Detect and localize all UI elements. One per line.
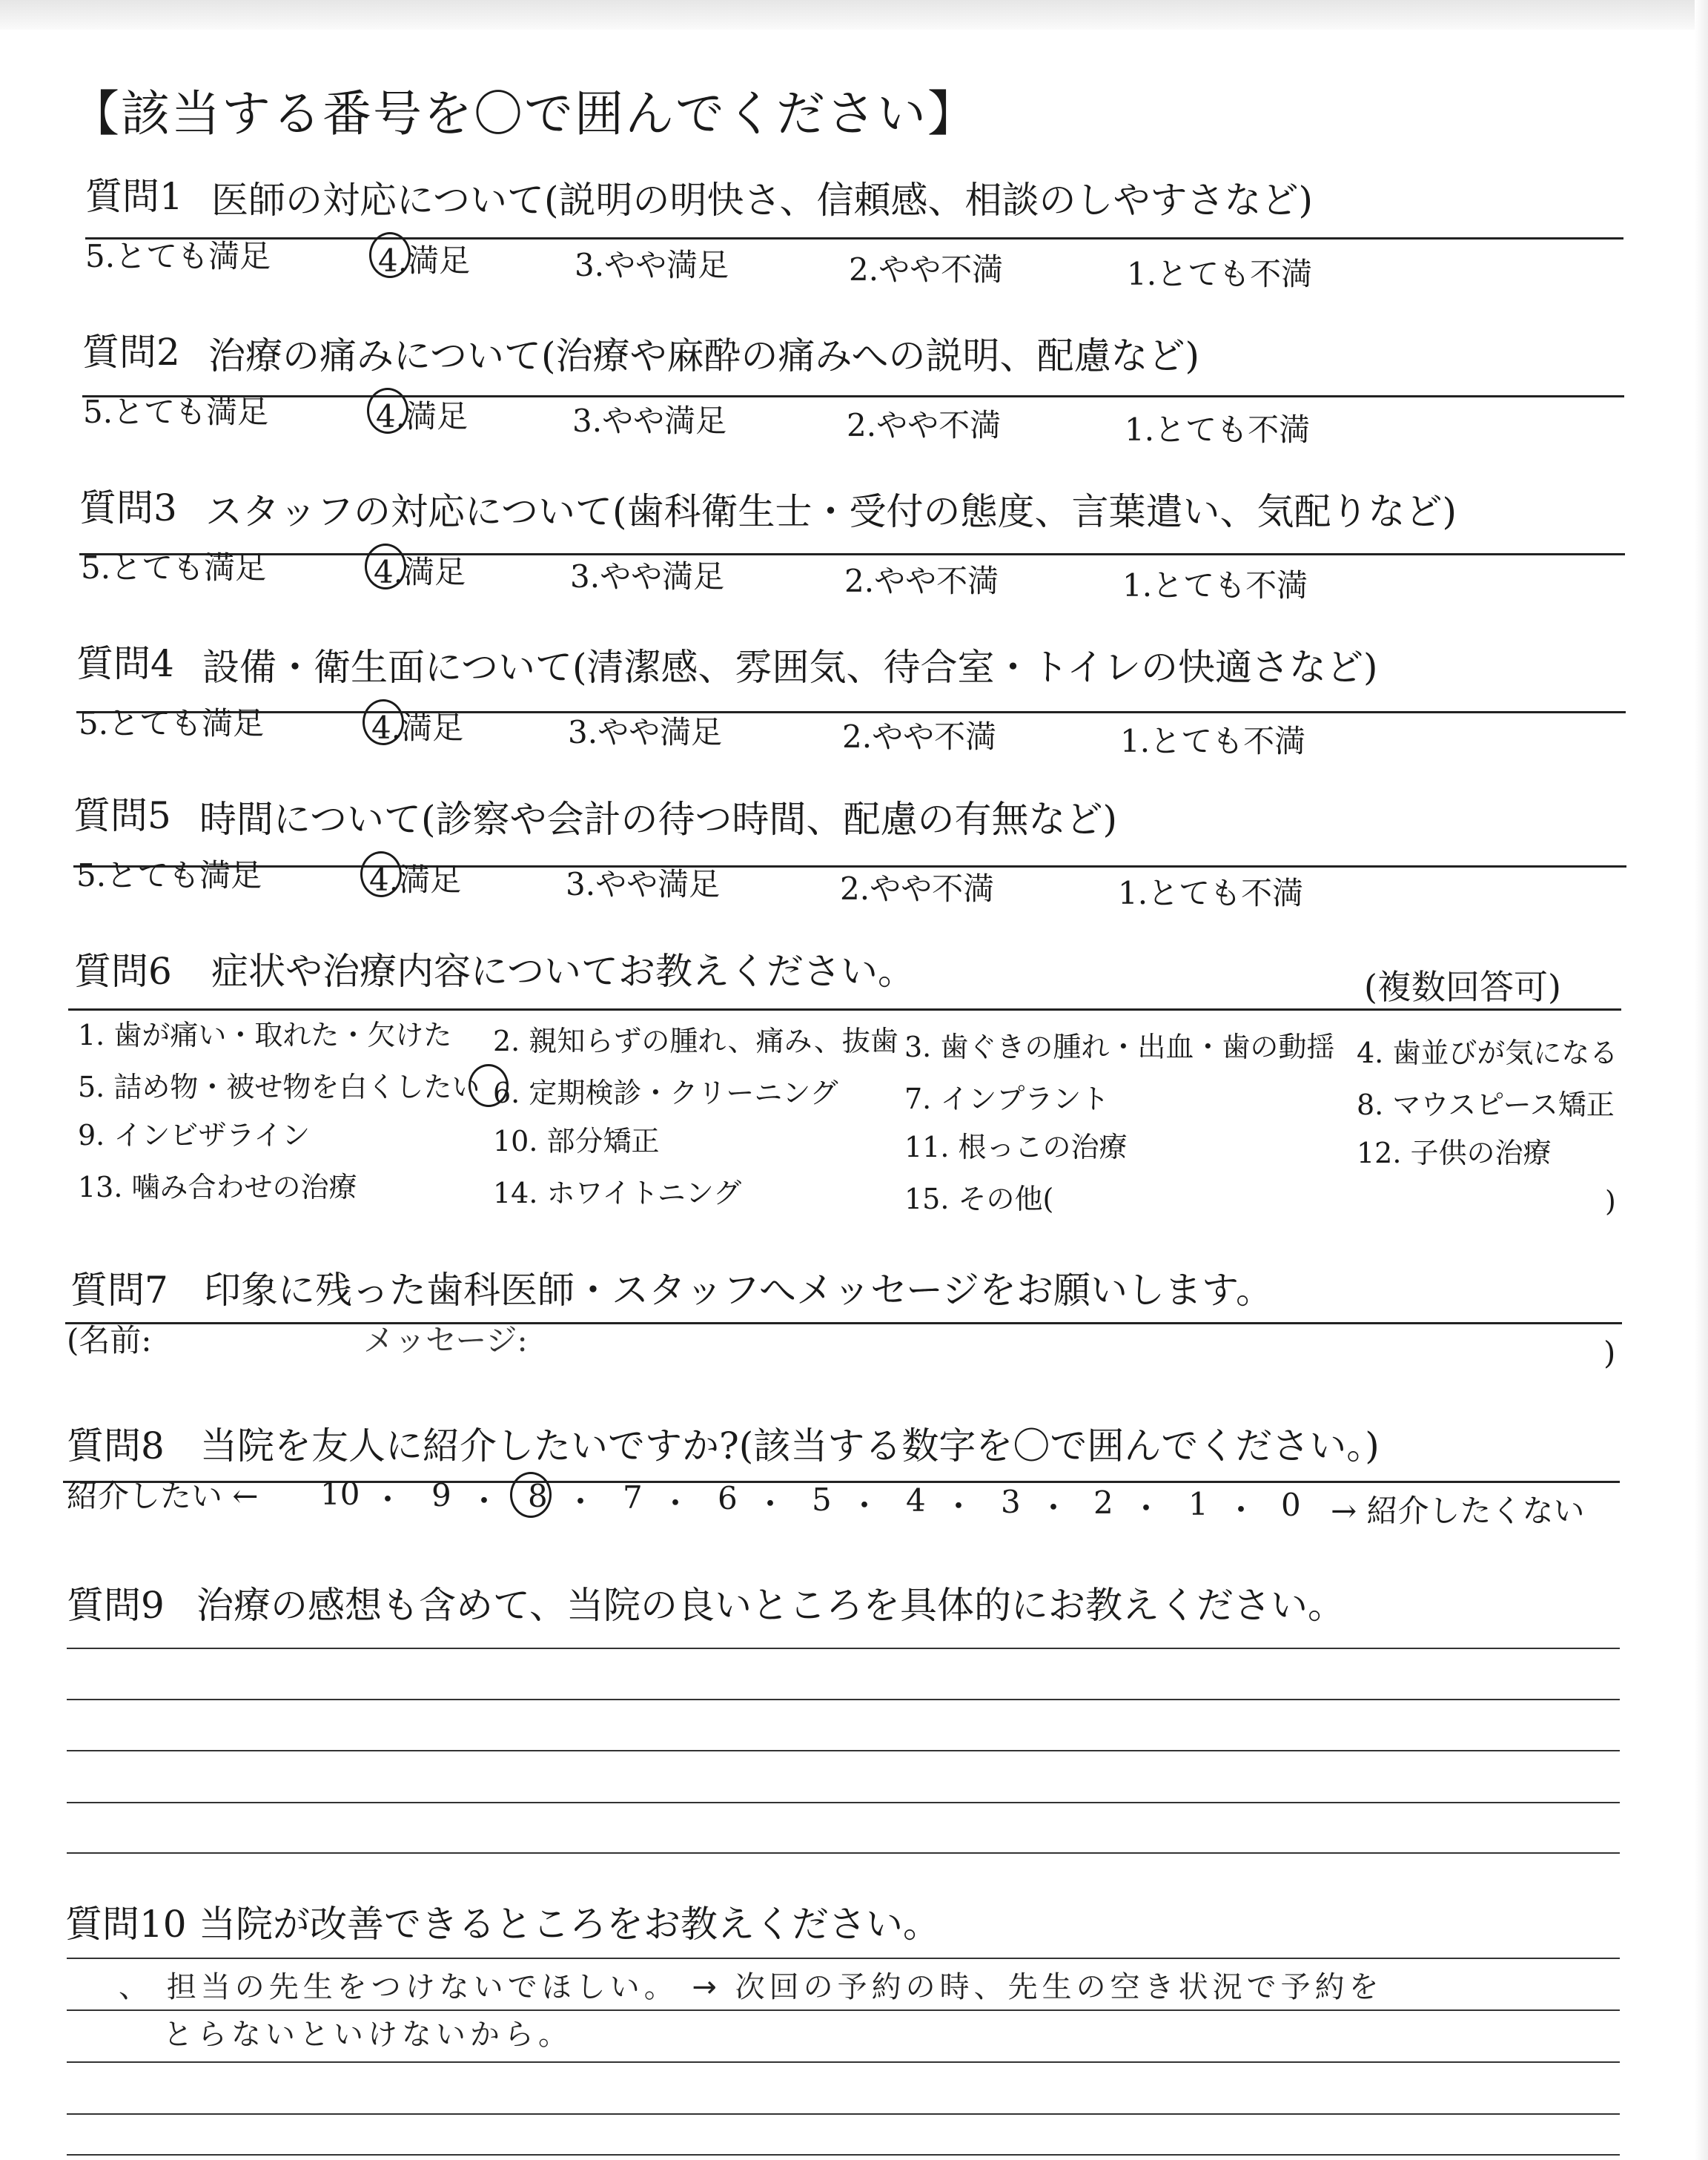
q8-scale-separator: ・ — [372, 1482, 404, 1518]
q9-label: 質問9 — [67, 1584, 165, 1627]
q8-scale-3: 3 — [1001, 1483, 1021, 1520]
q6-text: 症状や治療内容についてお教えください。 — [211, 950, 915, 993]
q6-choice-3: 3. 歯ぐきの腫れ・出血・歯の動揺 — [904, 1031, 1335, 1063]
q2-selected-circle — [367, 388, 408, 434]
q6-choice-15: 15. その他( — [904, 1183, 1054, 1215]
q2-text: 治療の痛みについて(治療や麻酔の痛みへの説明、配慮など) — [208, 334, 1200, 377]
q5-option-1: 1.とても不満 — [1118, 875, 1304, 911]
q8-scale-6: 6 — [718, 1480, 738, 1516]
q1-option-4: 4.満足 — [378, 242, 471, 279]
q8-rule — [63, 1481, 1620, 1483]
q10-label: 質問10 — [65, 1903, 187, 1946]
q3-option-4: 4.満足 — [374, 554, 466, 590]
q4-option-1: 1.とても不満 — [1120, 723, 1306, 759]
q3-option-2: 2.やや不満 — [844, 563, 999, 599]
q8-scale-5: 5 — [812, 1481, 832, 1518]
q1-option-5: 5.とても満足 — [85, 238, 271, 274]
q10-rule-5 — [67, 2154, 1620, 2156]
page-title: 【該当する番号を〇で囲んでください】 — [70, 85, 978, 142]
q6-other-close-paren: ) — [1605, 1185, 1616, 1218]
q8-scale-9: 9 — [431, 1476, 451, 1513]
q10-handwritten-answer-2: とらないといけないから。 — [163, 2018, 572, 2052]
q9-rule-2 — [67, 1699, 1620, 1700]
q6-choice-1: 1. 歯が痛い・取れた・欠けた — [78, 1019, 452, 1051]
q6-choice-9: 9. インビザライン — [78, 1119, 311, 1152]
q4-label: 質問4 — [76, 642, 174, 685]
q8-scale-separator: ・ — [755, 1486, 787, 1522]
scan-right-edge — [1695, 0, 1708, 2160]
q7-name-label: (名前: — [67, 1322, 152, 1358]
q3-selected-circle — [365, 544, 406, 589]
q1-option-2: 2.やや不満 — [849, 251, 1004, 288]
q2-option-5: 5.とても満足 — [83, 394, 269, 430]
q9-rule-5 — [67, 1852, 1620, 1854]
q5-option-3: 3.やや満足 — [566, 866, 721, 902]
q6-label: 質問6 — [74, 950, 172, 993]
q2-option-2: 2.やや不満 — [847, 407, 1002, 443]
q10-rule-3 — [67, 2061, 1620, 2063]
q10-handwritten-answer-1: 、 担当の先生をつけないでほしい。 → 次回の予約の時、先生の空き状況で予約を — [119, 1970, 1383, 2004]
q1-option-1: 1.とても不満 — [1127, 256, 1313, 292]
q8-scale-separator: ・ — [1225, 1491, 1257, 1528]
q1-label: 質問1 — [85, 175, 183, 218]
scan-top-shadow — [0, 0, 1708, 30]
q4-text: 設備・衛生面について(清潔感、雰囲気、待合室・トイレの快適さなど) — [202, 646, 1378, 689]
q8-left-label: 紹介したい ← — [67, 1478, 259, 1514]
q3-rule — [79, 553, 1625, 555]
q3-label: 質問3 — [79, 486, 177, 529]
q8-scale-separator: ・ — [660, 1484, 692, 1522]
q9-text: 治療の感想も含めて、当院の良いところを具体的にお教えください。 — [196, 1584, 1345, 1627]
q8-text: 当院を友人に紹介したいですか?(該当する数字を〇で囲んでください。) — [200, 1424, 1380, 1467]
q2-option-4: 4.満足 — [376, 398, 469, 435]
q9-rule-4 — [67, 1802, 1620, 1803]
q6-choice-8: 8. マウスピース矯正 — [1357, 1089, 1615, 1121]
q8-scale-1: 1 — [1188, 1485, 1208, 1522]
q5-text: 時間について(診察や会計の待つ時間、配慮の有無など) — [199, 798, 1118, 841]
q6-choice-2: 2. 親知らずの腫れ、痛み、抜歯 — [493, 1025, 898, 1057]
q6-choice-5: 5. 詰め物・被せ物を白くしたい — [78, 1071, 480, 1103]
q7-rule — [65, 1322, 1622, 1324]
q3-option-3: 3.やや満足 — [570, 558, 725, 595]
q10-rule-4 — [67, 2113, 1620, 2115]
q2-option-1: 1.とても不満 — [1125, 412, 1311, 448]
q6-note: (複数回答可) — [1364, 967, 1561, 1007]
q4-option-4: 4.満足 — [371, 710, 464, 746]
q8-scale-separator: ・ — [1131, 1490, 1162, 1527]
q9-rule-3 — [67, 1750, 1620, 1751]
q3-text: スタッフの対応について(歯科衛生士・受付の態度、言葉遣い、気配りなど) — [205, 490, 1457, 533]
q6-choice-6: 6. 定期検診・クリーニング — [493, 1077, 838, 1109]
q6-choice-10: 10. 部分矯正 — [493, 1125, 660, 1157]
q8-scale-10: 10 — [320, 1476, 360, 1512]
q2-option-3: 3.やや満足 — [572, 403, 727, 439]
q2-rule — [82, 395, 1624, 397]
q8-scale-8: 8 — [528, 1478, 548, 1514]
q7-label: 質問7 — [70, 1269, 168, 1312]
q8-scale-separator: ・ — [849, 1487, 881, 1524]
q6-choice-12: 12. 子供の治療 — [1357, 1137, 1552, 1169]
q8-label: 質問8 — [67, 1424, 165, 1467]
q8-scale-separator: ・ — [1038, 1489, 1070, 1526]
q1-rule — [85, 237, 1623, 240]
q8-right-label: → 紹介したくない — [1331, 1493, 1585, 1529]
q4-selected-circle — [363, 699, 404, 745]
q3-option-5: 5.とても満足 — [81, 549, 267, 586]
q6-selected-circle — [469, 1064, 509, 1107]
q8-scale-4: 4 — [906, 1482, 926, 1519]
q8-selected-circle — [510, 1472, 552, 1518]
q5-selected-circle — [360, 851, 402, 897]
q2-label: 質問2 — [82, 331, 180, 374]
q4-option-5: 5.とても満足 — [79, 705, 265, 742]
q1-selected-circle — [369, 232, 411, 278]
q5-label: 質問5 — [73, 794, 171, 837]
q8-scale-0: 0 — [1281, 1487, 1301, 1523]
q1-text: 医師の対応について(説明の明快さ、信頼感、相談のしやすさなど) — [211, 179, 1314, 222]
q5-option-4: 4.満足 — [369, 862, 462, 898]
q3-option-1: 1.とても不満 — [1122, 567, 1308, 604]
q9-rule-1 — [67, 1648, 1620, 1649]
q6-choice-4: 4. 歯並びが気になる — [1357, 1037, 1618, 1069]
q4-option-2: 2.やや不満 — [842, 719, 997, 755]
q7-message-label: メッセージ: — [363, 1322, 528, 1358]
q8-scale-separator: ・ — [943, 1488, 975, 1525]
q7-text: 印象に残った歯科医師・スタッフへメッセージをお願いします。 — [204, 1269, 1273, 1312]
q10-rule-1 — [67, 1958, 1620, 1959]
q5-option-2: 2.やや不満 — [840, 871, 995, 907]
q6-choice-13: 13. 噛み合わせの治療 — [78, 1171, 357, 1203]
q6-choice-14: 14. ホワイトニング — [493, 1177, 742, 1209]
q6-rule — [68, 1008, 1621, 1011]
q8-scale-2: 2 — [1093, 1484, 1113, 1521]
q8-scale-separator: ・ — [565, 1484, 597, 1520]
q5-option-5: 5.とても満足 — [76, 857, 262, 894]
q10-text: 当院が改善できるところをお教えください。 — [199, 1903, 940, 1946]
q7-close-paren: ) — [1603, 1335, 1616, 1371]
q6-choice-7: 7. インプラント — [904, 1083, 1110, 1115]
q4-option-3: 3.やや満足 — [568, 714, 723, 750]
q8-scale-separator: ・ — [469, 1482, 500, 1519]
q6-choice-11: 11. 根っこの治療 — [904, 1131, 1128, 1163]
q8-scale-7: 7 — [623, 1479, 643, 1516]
q1-option-3: 3.やや満足 — [575, 247, 729, 283]
